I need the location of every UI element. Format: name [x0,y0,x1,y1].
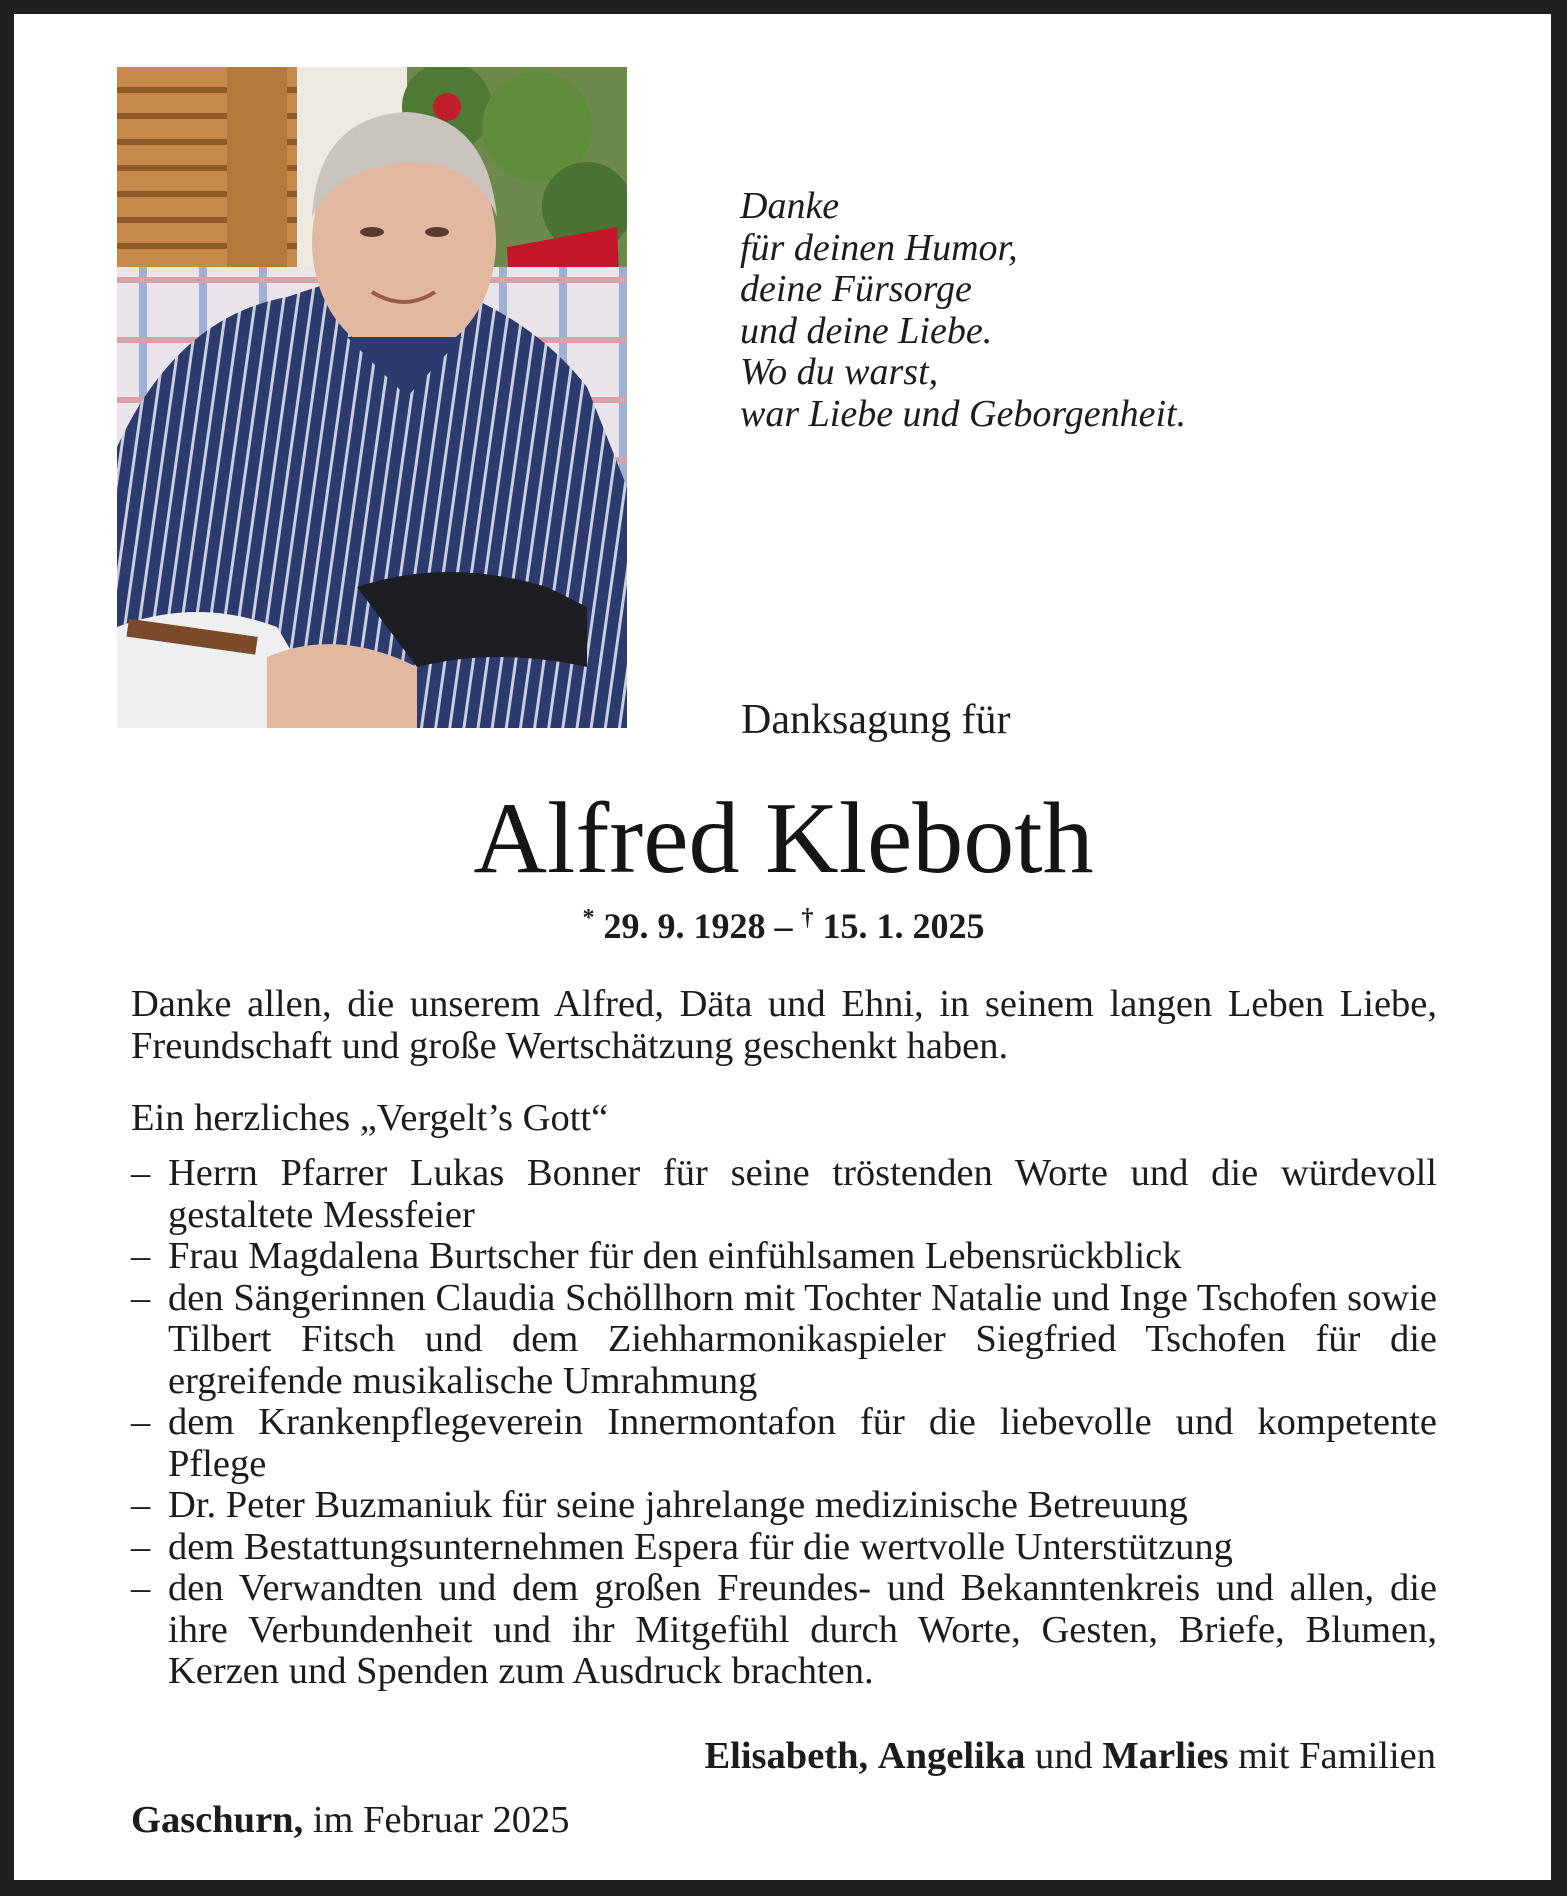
list-dash: – [131,1152,151,1194]
list-item [131,1153,1437,1236]
signature-suffix: mit Familien [1238,1735,1436,1777]
list-item-text: Dr. Peter Buzmaniuk für seine jahrelange medizinische Betreuung [168,1484,1188,1526]
life-dates [0,905,1567,947]
date-text: im Februar 2025 [312,1799,570,1841]
list-dash: – [131,1484,151,1526]
list-item [131,1236,1437,1278]
list-item [131,1527,1437,1569]
memorial-poem [740,186,1186,435]
poem-line: deine Fürsorge [740,268,972,310]
list-item-text: dem Bestattungsunternehmen Espera für die wertvolle Unterstützung [168,1525,1233,1568]
death-date: 15. 1. 2025 [822,906,985,946]
deceased-name: Alfred Kleboth [473,782,1094,895]
birth-symbol: * [582,905,595,931]
portrait-photo [117,67,627,728]
signer-name: Marlies [1102,1735,1229,1777]
poem-line: und deine Liebe. [740,309,993,352]
date-separator: – [774,906,793,946]
list-item [131,1402,1437,1485]
list-item [131,1568,1437,1693]
list-dash: – [131,1401,151,1443]
birth-date: 29. 9. 1928 [603,906,766,946]
list-item [131,1278,1437,1403]
death-symbol: † [801,905,814,931]
list-item-text: Herrn Pfarrer Lukas Bonner für seine tröstenden Worte und die würdevoll gestaltete Messfeier [168,1152,1437,1236]
family-signature [704,1734,1436,1778]
thanks-list [131,1153,1437,1693]
list-dash: – [131,1276,151,1319]
list-dash: – [131,1525,151,1568]
thanks-paragraph: Danke allen, die unserem Alfred, Däta und Ehni, in seinem langen Leben Liebe, Freundschaft und große Wertschätzung geschenkt haben. [131,983,1437,1067]
poem-line: Danke [740,185,840,227]
list-item-text: den Verwandten und dem großen Freundes- und Bekanntenkreis und allen, die ihre Verbundenheit und ihr Mitgefühl durch Worte, Gesten, Briefe, Blumen, Kerzen und Spenden zum Ausdruck brachten. [168,1567,1437,1692]
poem-line: war Liebe und Geborgenheit. [740,392,1187,435]
place-and-date [131,1798,569,1842]
signature-conjunction: und [1035,1735,1093,1777]
list-item-text: Frau Magdalena Burtscher für den einfühlsamen Lebensrückblick [168,1235,1182,1277]
intro-heading: Danksagung für [741,697,1011,743]
list-dash: – [131,1235,151,1277]
list-dash: – [131,1567,151,1609]
town: Gaschurn, [131,1799,304,1841]
poem-line: Wo du warst, [740,351,939,393]
signer-name: Angelika [877,1735,1026,1777]
list-item-text: dem Krankenpflegeverein Innermontafon für die liebevolle und kompetente Pflege [168,1401,1437,1485]
vergelts-gott-line: Ein herzliches „Vergelt’s Gott“ [131,1097,609,1139]
list-item [131,1485,1437,1527]
signer-name: Elisabeth, [704,1735,869,1777]
list-item-text: den Sängerinnen Claudia Schöllhorn mit Tochter Natalie und Inge Tschofen sowie Tilbert Fitsch und dem Ziehharmonikaspieler Siegfried Tschofen für die ergreifende musikalische Umrahmung [168,1276,1437,1402]
poem-line: für deinen Humor, [740,226,1018,269]
